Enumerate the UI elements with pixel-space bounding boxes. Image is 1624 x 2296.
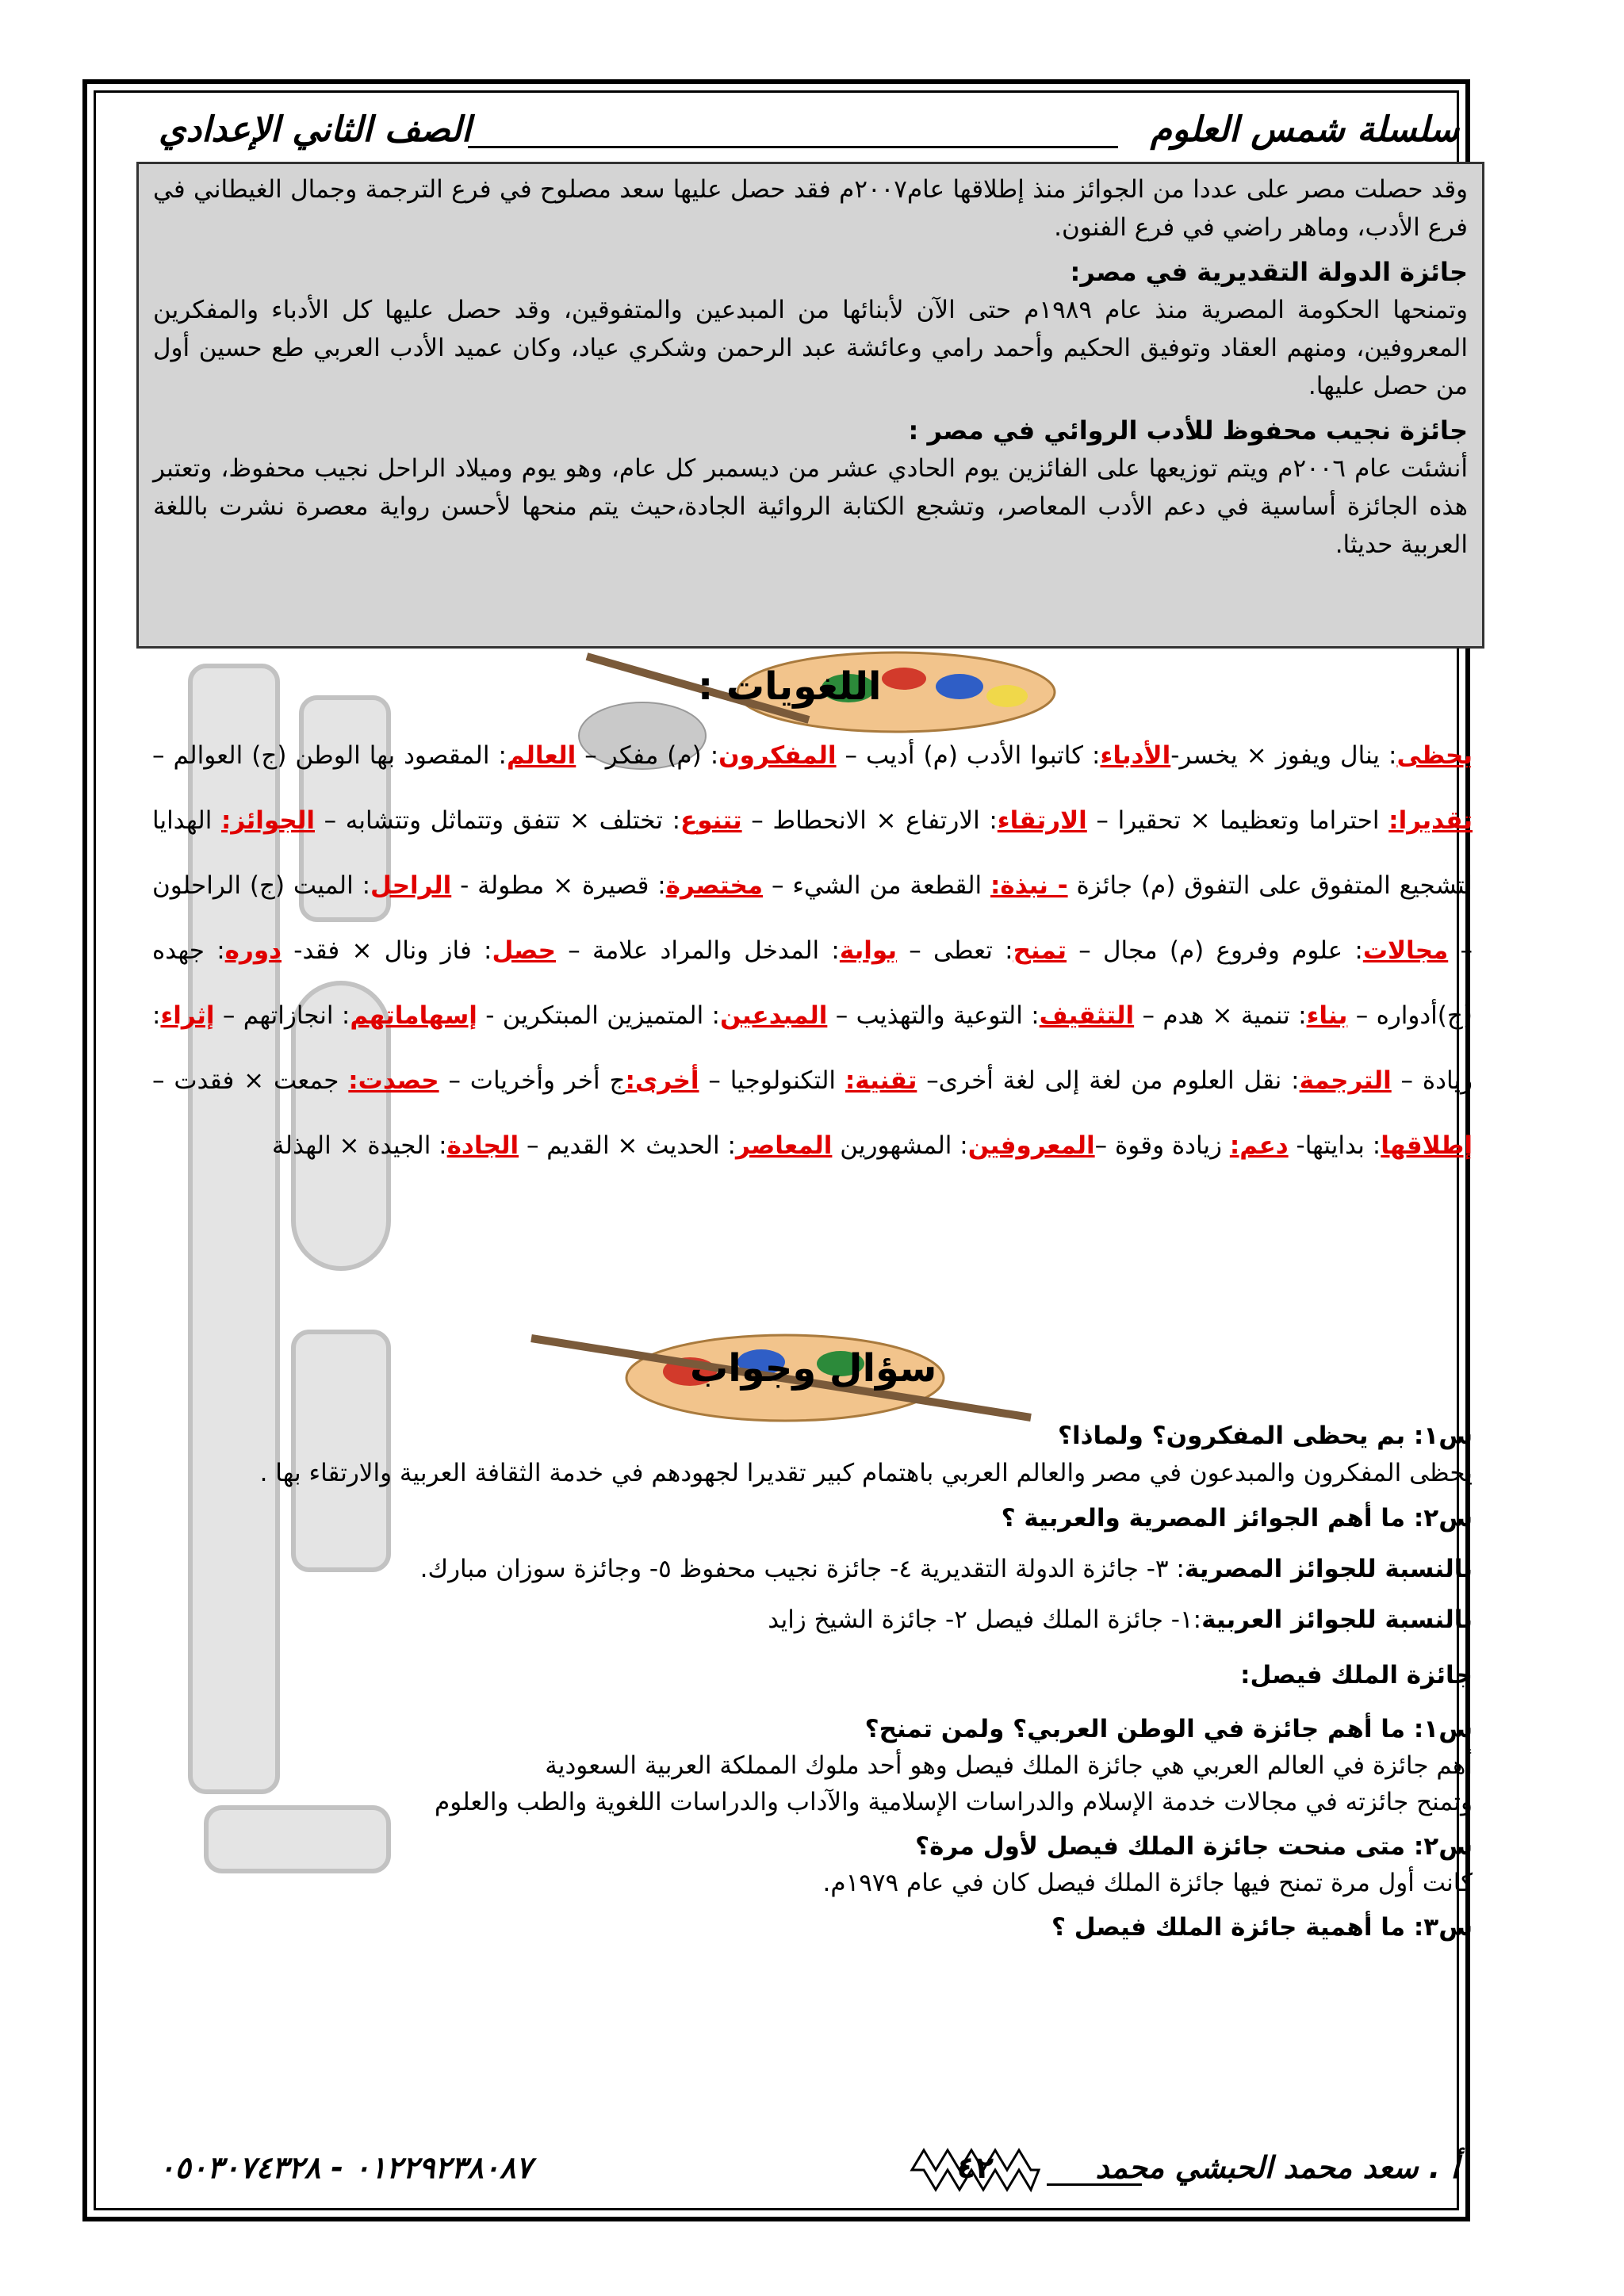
answer: كانت أول مرة تمنح فيها جائزة الملك فيصل كان في عام ١٩٧٩م. bbox=[822, 1869, 1473, 1897]
author-name: أ . سعد محمد الحبشي محمد bbox=[1095, 2150, 1459, 2185]
vocab-definition: : فاز ونال × فقد- bbox=[282, 936, 492, 965]
header-rule bbox=[468, 146, 1118, 148]
answer-label: بالنسبة للجوائز المصرية bbox=[1184, 1555, 1473, 1583]
qa-title: سؤال وجواب bbox=[690, 1346, 937, 1391]
question: س٢: متى منحت جائزة الملك فيصل لأول مرة؟ bbox=[915, 1832, 1473, 1861]
answer: :١- جائزة الملك فيصل ٢- جائزة الشيخ زايد bbox=[768, 1605, 1202, 1634]
vocab-definition: : تختلف × تتفق وتتماثل وتتشابه – bbox=[314, 806, 681, 835]
series-title: سلسلة شمس العلوم bbox=[1150, 109, 1459, 150]
vocab-word: تقديرا: bbox=[1388, 806, 1473, 835]
vocab-word: تتنوع bbox=[680, 806, 742, 835]
section-heading: جائزة نجيب محفوظ للأدب الروائي في مصر : bbox=[908, 415, 1468, 446]
vocab-word: تقنية: bbox=[845, 1066, 917, 1095]
answer: يحظى المفكرون والمبدعون في مصر والعالم العربي باهتمام كبير تقديرا لجهودهم في خدمة الثقافة العربية والارتقاء بها . bbox=[259, 1459, 1473, 1487]
vocab-definition: : (م) مفكر – bbox=[576, 741, 719, 770]
vocab-word: الجادة bbox=[446, 1131, 519, 1160]
page-header bbox=[159, 109, 1459, 157]
info-paragraph: أنشئت عام ٢٠٠٦م ويتم توزيعها على الفائزين يوم الحادي عشر من ديسمبر كل عام، وهو يوم وميلاد الراحل نجيب محفوظ، وتعتبر هذه الجائزة أساسية في دعم الأدب المعاصر، وتشجع الكتابة الروائية الجادة،حيث يتم منحها لأحسن رواية معصرة نشرت باللغة العربية حديثا. bbox=[153, 454, 1468, 559]
vocab-definition: : تعطى – bbox=[897, 936, 1013, 965]
info-box bbox=[136, 162, 1484, 649]
vocab-definition: : المشهورين bbox=[832, 1131, 968, 1160]
vocab-definition: القطعة من الشيء – bbox=[763, 871, 991, 900]
answer: وتمنح جائزته في مجالات خدمة الإسلام والدراسات الإسلامية والآداب والدراسات اللغوية والطب والعلوم bbox=[435, 1788, 1473, 1816]
vocab-definition: : الميت (ج) الراحلون – bbox=[152, 871, 1473, 965]
vocab-definition: : المدخل والمراد علامة – bbox=[556, 936, 840, 965]
vocab-definition: ج أخر وأخريات – bbox=[439, 1066, 626, 1095]
vocab-word: تمنح bbox=[1013, 936, 1067, 965]
vocab-word: حصدت: bbox=[348, 1066, 439, 1095]
vocab-word: الأدباء bbox=[1100, 741, 1171, 770]
vocab-word: بناء bbox=[1306, 1001, 1348, 1030]
answer: أهم جائزة في العالم العربي هي جائزة الملك فيصل وهو أحد ملوك المملكة العربية السعودية bbox=[545, 1751, 1473, 1780]
vocab-definition: زيادة وقوة – bbox=[1094, 1131, 1230, 1160]
vocab-word: أخرى: bbox=[625, 1066, 699, 1095]
vocab-word: يحظى bbox=[1396, 741, 1473, 770]
vocab-word: المبدعين bbox=[720, 1001, 828, 1030]
vocab-word: بوابة bbox=[839, 936, 898, 965]
vocab-word: إثراء bbox=[160, 1001, 215, 1030]
page-number: ٤٢ bbox=[956, 2150, 994, 2185]
vocab-word: الترجمة bbox=[1299, 1066, 1392, 1095]
vocab-word: المعروفين bbox=[967, 1131, 1095, 1160]
vocab-word: مختصرة bbox=[665, 871, 764, 900]
vocab-word: - نبذة: bbox=[990, 871, 1068, 900]
vocab-word: إطلاقها bbox=[1381, 1131, 1473, 1160]
subheading: جائزة الملك فيصل: bbox=[1240, 1661, 1473, 1689]
info-paragraph: وتمنحها الحكومة المصرية منذ عام ١٩٨٩م حتى الآن لأبنائها من المبدعين والمتفوقين، وقد حصل عليها كل الأدباء والمفكرين المعروفين، ومنهم العقاد وتوفيق الحكيم وأحمد رامي وعائشة عبد الرحمن وشكري عياد، وكان عميد الأدب العربي طع حسين أول من حصل عليها. bbox=[153, 296, 1468, 400]
vocab-word: الجوائز: bbox=[220, 806, 315, 835]
info-paragraph: وقد حصلت مصر على عددا من الجوائز منذ إطلاقها عام٢٠٠٧م فقد حصل عليها سعد مصلوح في فرع الترجمة وجمال الغيطاني في فرع الأدب، وماهر راضي في فرع الفنون. bbox=[153, 175, 1468, 242]
vocab-definition: : قصيرة × مطولة - bbox=[451, 871, 666, 900]
vocab-definition: الهدايا لتشجيع المتفوق على التفوق (م) جائزة bbox=[152, 806, 1473, 900]
qa-section bbox=[152, 1418, 1473, 1946]
vocab-definition: احتراما وتعظيما × تحقيرا – bbox=[1086, 806, 1389, 835]
vocab-definition: : التوعية والتهذيب – bbox=[827, 1001, 1040, 1030]
vocab-definition: : جهده (ج)أدواره – bbox=[152, 936, 1473, 1030]
vocab-definition: : الحديث × القديم – bbox=[519, 1131, 736, 1160]
vocab-definition: : نقل العلوم من لغة إلى لغة أخرى– bbox=[917, 1066, 1300, 1095]
grade-title: الصف الثاني الإعدادي bbox=[159, 109, 472, 150]
vocab-definition: : الجيدة × الهذلة bbox=[272, 1131, 447, 1160]
vocabulary-paragraph bbox=[152, 723, 1473, 1178]
vocab-definition: : انجازاتهم – bbox=[214, 1001, 350, 1030]
vocab-word: المفكرون bbox=[718, 741, 837, 770]
vocab-word: العالم bbox=[506, 741, 576, 770]
vocab-definition: : ينال ويفوز × يخسر- bbox=[1170, 741, 1397, 770]
vocab-word: حصل bbox=[492, 936, 557, 965]
section-heading: جائزة الدولة التقديرية في مصر: bbox=[1070, 257, 1468, 287]
vocab-word: المعاصر bbox=[735, 1131, 833, 1160]
page-footer bbox=[159, 2150, 1459, 2198]
vocab-word: دعم: bbox=[1229, 1131, 1289, 1160]
vocab-definition: جمعت × فقدت – bbox=[152, 1066, 349, 1095]
vocabulary-list bbox=[152, 723, 1473, 1178]
vocab-word: الارتقاء bbox=[997, 806, 1087, 835]
vocab-word: إسهاماتهم bbox=[350, 1001, 477, 1030]
vocab-title: اللغويات : bbox=[698, 664, 882, 709]
vocab-definition: : تنمية × هدم – bbox=[1134, 1001, 1307, 1030]
vocab-definition: : بدايتها- bbox=[1288, 1131, 1381, 1160]
vocab-word: مجالات bbox=[1362, 936, 1449, 965]
vocab-word: الراحل bbox=[370, 871, 452, 900]
vocab-definition: : الارتفاع × الانحطاط – bbox=[741, 806, 998, 835]
vocab-definition: : علوم وفروع (م) مجال – bbox=[1067, 936, 1363, 965]
question: س٢: ما أهم الجوائز المصرية والعربية ؟ bbox=[1001, 1504, 1473, 1533]
vocab-word: التثقيف bbox=[1039, 1001, 1135, 1030]
vocab-definition: : كاتبوا الأدب (م) أديب – bbox=[836, 741, 1101, 770]
vocab-definition: : المتميزين المبتكرين - bbox=[477, 1001, 720, 1030]
phone-numbers: ٠١٢٢٩٢٣٨٠٨٧ - ٠٥٠٣٠٧٤٣٢٨ bbox=[159, 2150, 532, 2185]
vocab-definition: : زيادة – bbox=[152, 1001, 1473, 1095]
answer-label: بالنسبة للجوائز العربية bbox=[1201, 1605, 1473, 1634]
footer-rule bbox=[1047, 2183, 1142, 2186]
question: س١: ما أهم جائزة في الوطن العربي؟ ولمن تمنح؟ bbox=[864, 1715, 1473, 1743]
vocab-definition: التكنولوجيا – bbox=[699, 1066, 845, 1095]
question: س١: بم يحظى المفكرون؟ ولماذا؟ bbox=[1058, 1422, 1473, 1450]
vocab-definition: : المقصود بها الوطن (ج) العوالم – bbox=[152, 741, 507, 770]
vocab-word: دوره bbox=[224, 936, 282, 965]
question: س٣: ما أهمية جائزة الملك فيصل ؟ bbox=[1051, 1913, 1473, 1942]
answer: : ٣- جائزة الدولة التقديرية ٤- جائزة نجيب محفوظ ٥- وجائزة سوزان مبارك. bbox=[419, 1555, 1185, 1583]
